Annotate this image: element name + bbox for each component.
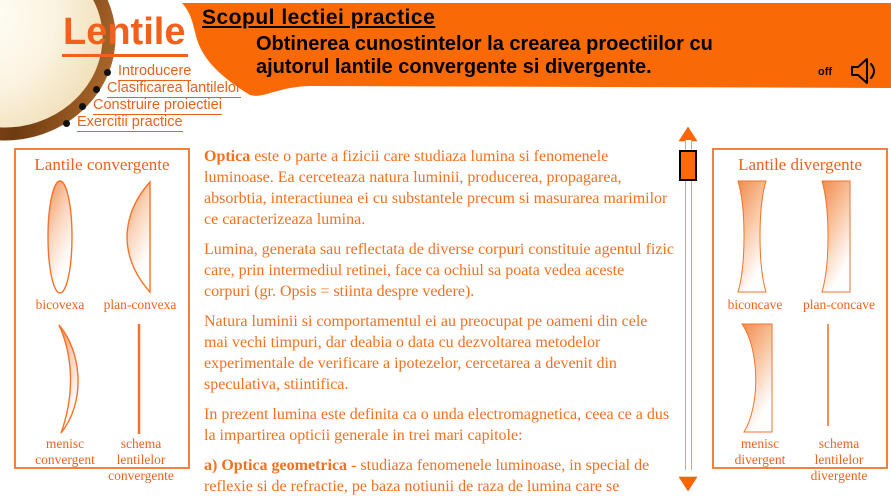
divergent-lenses-panel	[712, 148, 888, 483]
convergent-lens-diagrams-top	[16, 178, 188, 296]
subtitle-line-2: ajutorul lantile convergente si divergente.	[256, 56, 652, 78]
menu-item-label: Exercitii practice	[77, 114, 183, 130]
paragraph-optica-geometrica: a) Optica geometrica - studiaza fenomenele luminoase, in special de reflexie si de refractie, pe baza notiunii de raza de lumina care se	[204, 457, 650, 495]
lens-label-plan-concave: plan-concave	[803, 297, 875, 312]
paragraph-optica: Optica este o parte a fizicii care studiaza lumina si fenomenele luminoase. Ea cerceteaza natura luminii, producerea, propagarea, absorbtia, interactiunea ei cu substantele precum si masurarea marimilor ce caracterizeaza lumina.	[204, 148, 668, 228]
lens-label-bicovexa: bicovexa	[35, 297, 85, 312]
lens-label-schema-convergente: schema lentilelor convergente	[108, 436, 174, 483]
lens-label-biconcave: biconcave	[727, 297, 783, 312]
convergent-panel-title: Lantile convergente	[34, 155, 170, 174]
audio-state-label: off	[818, 66, 833, 78]
paragraph-natura-luminii: Natura luminii si comportamentul ei au preocupat pe oameni din cele mai vechi timpuri, dar deabia o data cu dezvoltarea metodelor experimentale de verificare a ipotezelor, cercetarea a devenit din speculativa, stiintifica.	[204, 313, 648, 393]
scrollbar-track[interactable]	[685, 140, 692, 470]
dot-bullet-icon	[63, 120, 70, 127]
sidebar-item-clasificarea[interactable]	[93, 80, 241, 98]
lesson-text-content	[204, 146, 674, 496]
plano-concave-lens-icon	[822, 181, 850, 292]
lens-label-menisc-divergent: menisc divergent	[734, 436, 786, 467]
dot-bullet-icon	[93, 86, 100, 93]
lesson-goal-subtitle	[256, 33, 836, 79]
text-scrollbar	[678, 126, 700, 494]
lens-label-menisc-convergent: menisc convergent	[35, 436, 95, 467]
divergent-panel-title: Lantile divergente	[738, 155, 862, 174]
sidebar-item-introducere[interactable]	[104, 63, 191, 81]
paragraph-lumina: Lumina, generata sau reflectata de diverse corpuri constituie agentul fizic care, prin intermediul retinei, face ca ochiul sa poata vedea aceste corpuri (gr. Opsis = stiinta despre vedere).	[204, 241, 674, 300]
menu-item-label: Construire proiectiei	[93, 97, 222, 113]
paragraph-in-prezent: In prezent lumina este definita ca o unda electromagnetica, ceea ce a dus la impartirea opticii generale in trei mari capitole:	[204, 406, 670, 444]
biconvex-lens-icon	[48, 181, 72, 293]
lens-label-plan-convexa: plan-convexa	[103, 297, 177, 312]
page-title: Lentile	[62, 13, 188, 57]
lens-label-schema-divergente: schema lentilelor divergente	[810, 436, 868, 483]
sidebar-item-exercitii[interactable]	[63, 114, 183, 132]
converging-meniscus-lens-icon	[59, 325, 78, 433]
plano-convex-lens-icon	[127, 182, 150, 292]
menu-item-label: Clasificarea lantilelor	[107, 80, 241, 96]
scrollbar-thumb[interactable]	[679, 150, 697, 181]
sidebar-item-construire[interactable]	[79, 97, 222, 115]
speaker-icon[interactable]	[848, 55, 880, 87]
biconcave-lens-icon	[738, 181, 766, 292]
divergent-lens-diagrams-top	[714, 178, 886, 296]
dot-bullet-icon	[104, 69, 111, 76]
diverging-meniscus-lens-icon	[742, 324, 772, 432]
divergent-lens-diagrams-bottom	[714, 322, 886, 436]
triangle-down-icon[interactable]	[679, 476, 697, 491]
lesson-goal-title: Scopul lectiei practice	[202, 6, 436, 29]
dot-bullet-icon	[79, 103, 86, 110]
convergent-lenses-panel	[14, 148, 190, 483]
subtitle-line-1: Obtinerea cunostintelor la crearea proectiilor cu	[256, 33, 713, 55]
convergent-lens-diagrams-bottom	[16, 322, 188, 436]
menu-item-label: Introducere	[118, 63, 192, 79]
